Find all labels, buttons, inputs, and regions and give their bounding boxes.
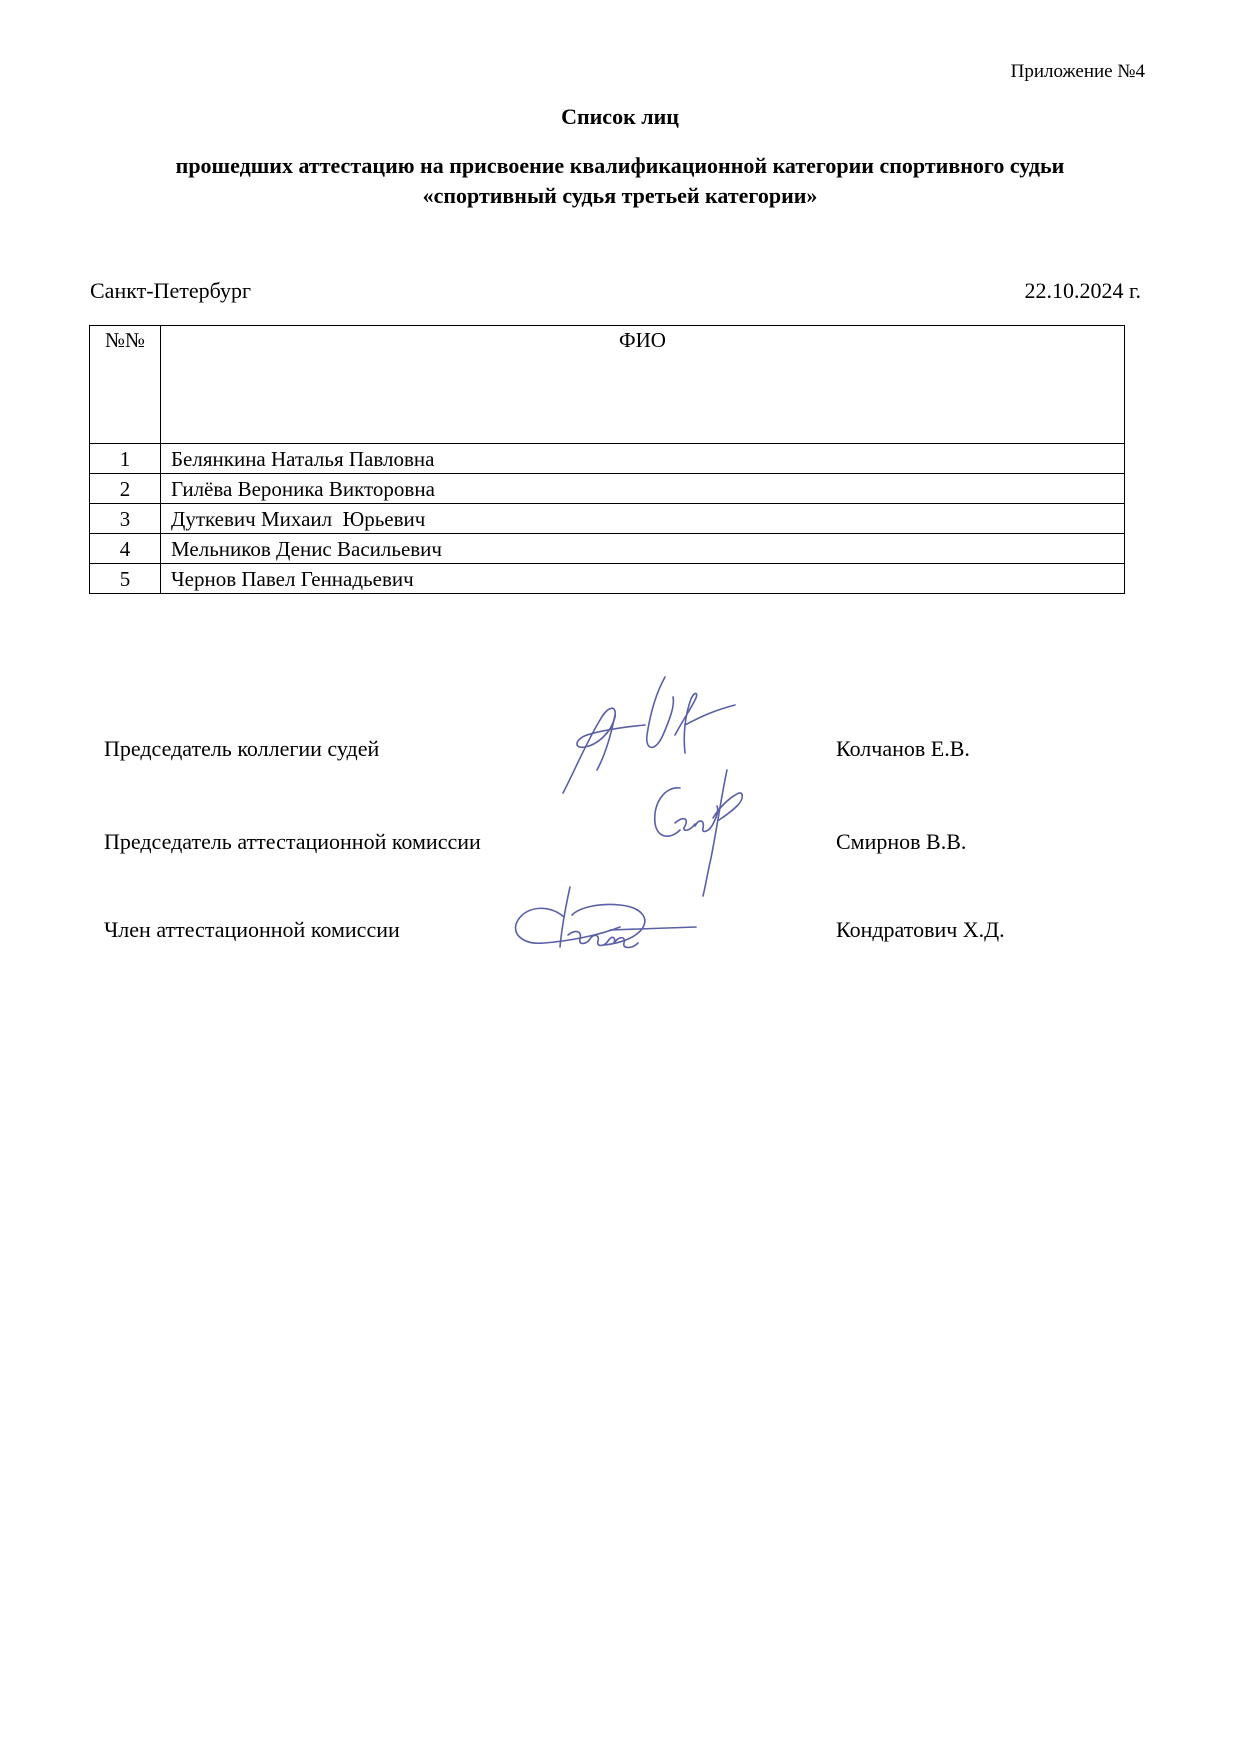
signature-role: Председатель аттестационной комиссии <box>104 829 481 854</box>
handwritten-signature-3 <box>510 885 700 960</box>
row-fio: Белянкина Наталья Павловна <box>161 444 1125 474</box>
signature-name: Смирнов В.В. <box>836 829 967 854</box>
document-subtitle <box>90 151 1150 211</box>
table-header-row <box>90 326 1125 444</box>
row-fio: Чернов Павел Геннадьевич <box>161 564 1125 594</box>
column-header-fio: ФИО <box>161 326 1125 444</box>
row-fio: Гилёва Вероника Викторовна <box>161 474 1125 504</box>
column-header-number: №№ <box>90 326 161 444</box>
table-row <box>90 504 1125 534</box>
row-number: 5 <box>90 564 161 594</box>
document-title: Список лиц <box>561 104 679 129</box>
table-row <box>90 444 1125 474</box>
table-row <box>90 564 1125 594</box>
subtitle-line-1: прошедших аттестацию на присвоение квалификационной категории спортивного судьи <box>175 153 1065 178</box>
city-label: Санкт-Петербург <box>90 278 251 303</box>
appendix-label: Приложение №4 <box>1010 61 1145 82</box>
date-label: 22.10.2024 г. <box>1024 278 1141 303</box>
persons-table <box>89 325 1125 594</box>
table-row <box>90 474 1125 504</box>
signature-role: Член аттестационной комиссии <box>104 917 400 942</box>
handwritten-signature-2 <box>645 768 755 898</box>
table-row <box>90 534 1125 564</box>
signature-role: Председатель коллегии судей <box>104 736 380 761</box>
row-fio: Мельников Денис Васильевич <box>161 534 1125 564</box>
subtitle-line-2: «спортивный судья третьей категории» <box>422 183 818 208</box>
row-fio: Дуткевич Михаил Юрьевич <box>161 504 1125 534</box>
signature-name: Колчанов Е.В. <box>836 736 970 761</box>
signature-name: Кондратович Х.Д. <box>836 917 1005 942</box>
row-number: 2 <box>90 474 161 504</box>
signature-row-chair-commission <box>0 829 1240 859</box>
row-number: 3 <box>90 504 161 534</box>
row-number: 1 <box>90 444 161 474</box>
row-number: 4 <box>90 534 161 564</box>
